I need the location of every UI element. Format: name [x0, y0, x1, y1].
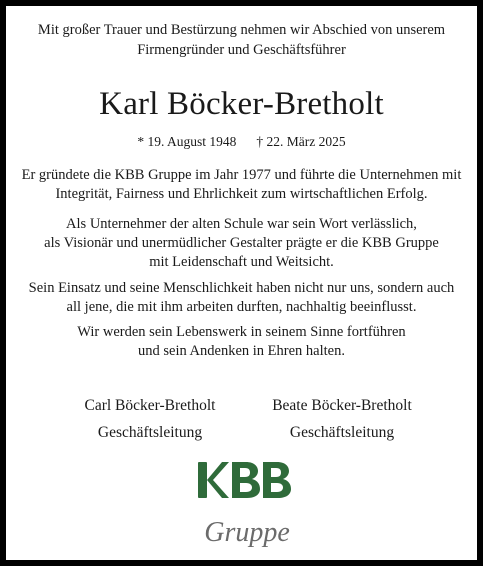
paragraph-line: all jene, die mit ihm arbeiten durften, nachhaltig beeinflusst. — [66, 299, 417, 315]
life-dates — [6, 133, 477, 151]
signatory-role: Geschäftsleitung — [97, 424, 203, 441]
paragraph-founding — [6, 166, 477, 204]
intro-text — [6, 20, 477, 60]
signatory-carl — [50, 394, 250, 444]
logo-tagline: Gruppe — [204, 517, 290, 548]
paragraph-legacy — [6, 279, 477, 317]
paragraph-line: Integrität, Fairness und Ehrlichkeit zum wirtschaftlichen Erfolg. — [55, 186, 428, 202]
signatory-name: Carl Böcker-Bretholt — [84, 397, 216, 414]
kbb-gruppe-logo — [192, 458, 302, 554]
intro-line: Firmengründer und Geschäftsführer — [137, 42, 346, 58]
paragraph-line: als Visionär und unermüdlicher Gestalter prägte er die KBB Gruppe — [44, 235, 439, 251]
paragraph-commitment — [6, 323, 477, 361]
paragraph-line: Als Unternehmer der alten Schule war sein Wort verlässlich, — [66, 216, 417, 232]
paragraph-line: Er gründete die KBB Gruppe im Jahr 1977 und führte die Unternehmen mit — [21, 167, 462, 183]
paragraph-line: und sein Andenken in Ehren halten. — [138, 343, 345, 359]
birth-date: * 19. August 1948 — [137, 134, 237, 149]
paragraph-line: mit Leidenschaft und Weitsicht. — [149, 254, 334, 270]
intro-line: Mit großer Trauer und Bestürzung nehmen wir Abschied von unserem — [37, 22, 446, 38]
deceased-name: Karl Böcker-Bretholt — [99, 86, 384, 122]
signatory-beate — [242, 394, 442, 444]
paragraph-character — [6, 215, 477, 272]
kbb-logo-mark — [198, 462, 291, 498]
paragraph-line: Sein Einsatz und seine Menschlichkeit haben nicht nur uns, sondern auch — [28, 280, 455, 296]
signatory-name: Beate Böcker-Bretholt — [272, 397, 412, 414]
signatory-role: Geschäftsleitung — [289, 424, 395, 441]
paragraph-line: Wir werden sein Lebenswerk in seinem Sinne fortführen — [77, 324, 406, 340]
death-date: † 22. März 2025 — [256, 134, 346, 149]
